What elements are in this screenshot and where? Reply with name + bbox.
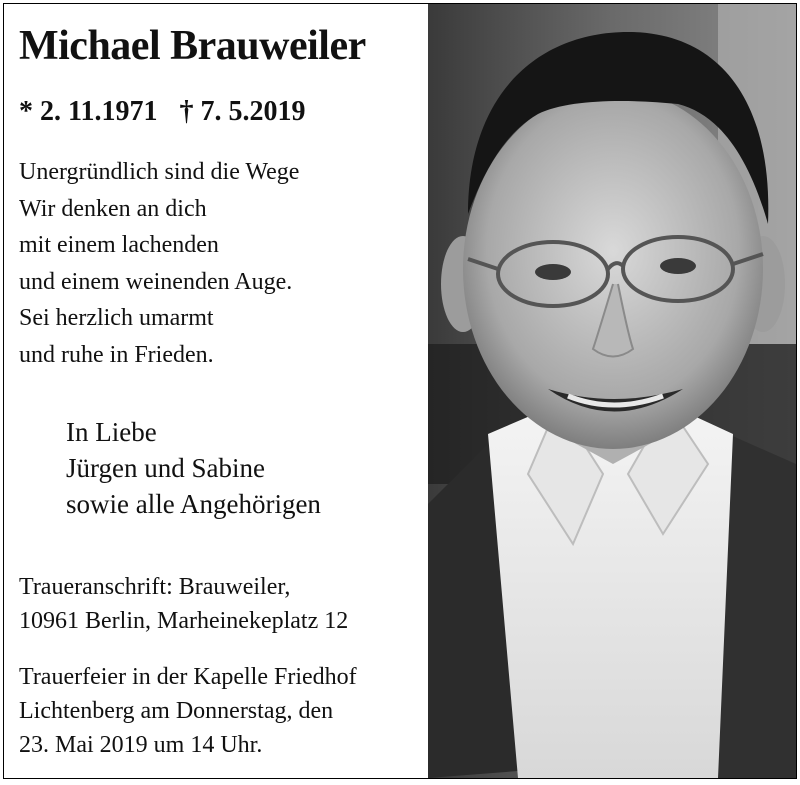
service-line: 23. Mai 2019 um 14 Uhr. — [19, 732, 263, 758]
deceased-name: Michael Brauweiler — [19, 23, 366, 69]
signoff-line: In Liebe — [66, 417, 157, 447]
signoff-line: sowie alle Angehörigen — [66, 489, 321, 519]
text-column — [4, 4, 429, 778]
birth-date: * 2. 11.1971 — [19, 96, 158, 127]
service-line: Trauerfeier in der Kapelle Friedhof — [19, 664, 357, 690]
portrait-photo — [428, 4, 796, 778]
address-line: Traueranschrift: Brauweiler, — [19, 574, 291, 600]
death-date: † 7. 5.2019 — [179, 96, 306, 127]
poem-line: Sei herzlich umarmt — [19, 305, 214, 331]
mourning-address — [19, 570, 348, 638]
funeral-service-info — [19, 660, 357, 762]
poem-line: und ruhe in Frieden. — [19, 341, 214, 368]
address-line: 10961 Berlin, Marheinekeplatz 12 — [19, 608, 349, 634]
poem-line: und einem weinenden Auge. — [19, 268, 293, 295]
obituary-notice — [3, 3, 797, 779]
poem-line: mit einem lachenden — [19, 232, 219, 258]
portrait-image — [428, 4, 796, 778]
signoff-line: Jürgen und Sabine — [66, 453, 265, 483]
service-line: Lichtenberg am Donnerstag, den — [19, 698, 334, 724]
poem-line: Wir denken an dich — [19, 195, 207, 222]
poem-line: Unergründlich sind die Wege — [19, 159, 300, 185]
signoff — [66, 414, 321, 522]
poem — [19, 154, 299, 373]
life-dates — [19, 96, 305, 128]
